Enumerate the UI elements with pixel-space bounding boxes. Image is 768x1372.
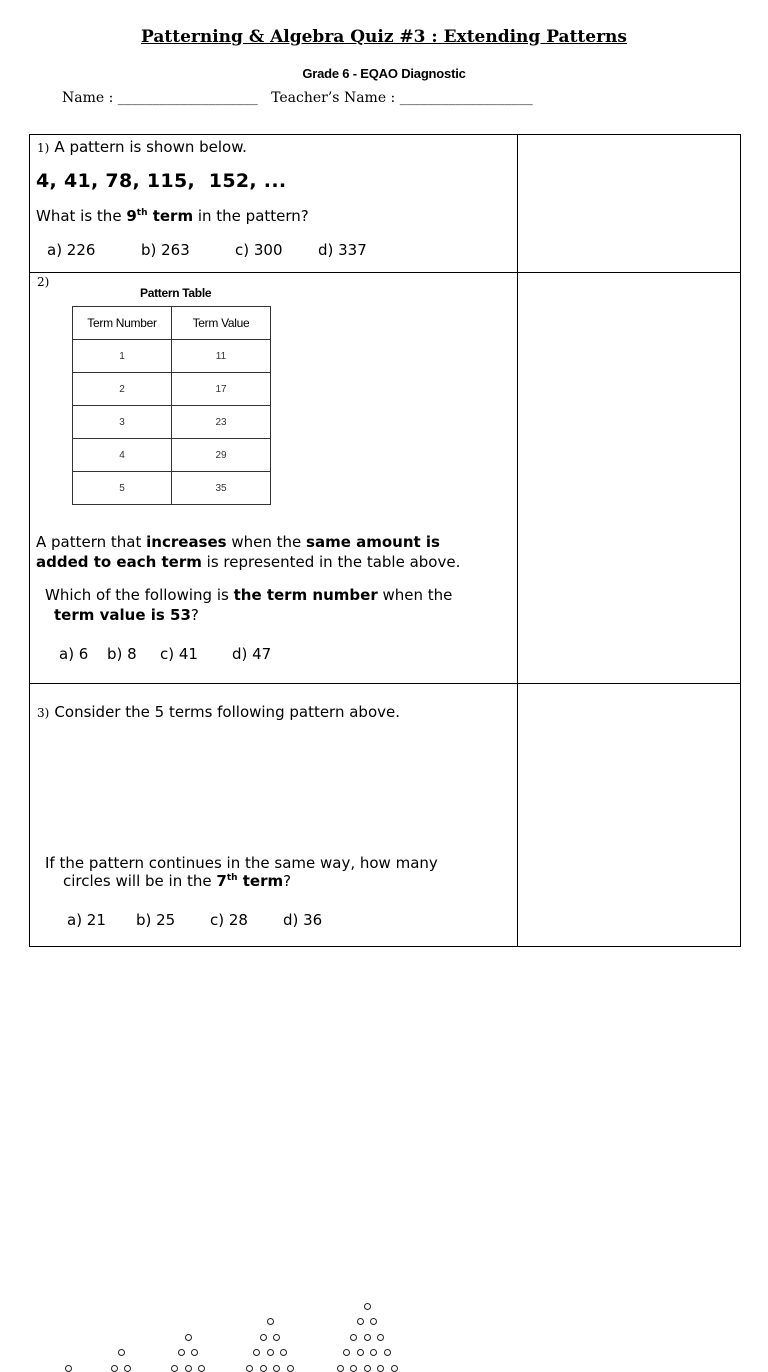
circle [357, 1318, 364, 1325]
circle [357, 1349, 364, 1356]
circle [350, 1365, 357, 1372]
column-header: Term Number [73, 307, 172, 340]
answer-option[interactable]: b) 263 [141, 241, 190, 259]
answer-option[interactable]: a) 21 [67, 911, 106, 929]
circle [273, 1365, 280, 1372]
table-row [73, 340, 271, 373]
answer-option[interactable]: d) 337 [318, 241, 367, 259]
circle [267, 1318, 274, 1325]
circle [391, 1365, 398, 1372]
circle [337, 1365, 344, 1372]
question-text: term value is 53? [54, 606, 199, 624]
question-description: added to each term is represented in the table above. [36, 553, 461, 571]
table-header-row [73, 307, 271, 340]
quiz-subtitle: Grade 6 - EQAO Diagnostic [302, 66, 466, 81]
circle [246, 1365, 253, 1372]
circle [118, 1349, 125, 1356]
circle [350, 1334, 357, 1341]
name-field[interactable]: Name : ____________________ [62, 90, 258, 106]
number-sequence: 4, 41, 78, 115, 152, ... [36, 170, 287, 192]
circle [260, 1334, 267, 1341]
answer-option[interactable]: a) 226 [47, 241, 96, 259]
pattern-table [72, 306, 271, 505]
question-description: A pattern that increases when the same amount is [36, 533, 440, 551]
table-row [73, 472, 271, 505]
circle [384, 1349, 391, 1356]
circle [273, 1334, 280, 1341]
answer-option[interactable]: b) 25 [136, 911, 176, 929]
circle [364, 1303, 371, 1310]
question-text: What is the 9th term in the pattern? [36, 207, 309, 225]
circle [260, 1365, 267, 1372]
term-value: 11 [172, 340, 271, 373]
circle [198, 1365, 205, 1372]
answer-box[interactable] [518, 684, 741, 947]
term-number: 4 [73, 439, 172, 472]
answer-option[interactable]: c) 300 [235, 241, 283, 259]
circle [370, 1318, 377, 1325]
circle [65, 1365, 72, 1372]
circle [191, 1349, 198, 1356]
answer-option[interactable]: d) 47 [232, 645, 272, 663]
circle [185, 1334, 192, 1341]
question-number: 2) [37, 275, 50, 289]
circle [185, 1365, 192, 1372]
circle [343, 1349, 350, 1356]
quiz-table [29, 134, 741, 947]
term-value: 29 [172, 439, 271, 472]
answer-option[interactable]: c) 41 [160, 645, 198, 663]
circle [253, 1349, 260, 1356]
answer-box[interactable] [518, 273, 741, 684]
question-2-row [30, 273, 741, 684]
circle [377, 1334, 384, 1341]
term-value: 17 [172, 373, 271, 406]
name-row [62, 90, 533, 106]
term-number: 5 [73, 472, 172, 505]
quiz-title: Patterning & Algebra Quiz #3 : Extending Patterns [141, 27, 627, 47]
term-number: 3 [73, 406, 172, 439]
question-1-cell [30, 135, 518, 273]
answer-option[interactable]: d) 36 [283, 911, 323, 929]
circle [171, 1365, 178, 1372]
answer-option[interactable]: b) 8 [107, 645, 137, 663]
teacher-name-field[interactable]: Teacher’s Name : ___________________ [271, 90, 533, 106]
circle [287, 1365, 294, 1372]
circle [370, 1349, 377, 1356]
term-value: 23 [172, 406, 271, 439]
question-3-row [30, 684, 741, 947]
circle [377, 1365, 384, 1372]
question-2-cell [30, 273, 518, 684]
question-3-cell [30, 684, 518, 947]
table-row [73, 406, 271, 439]
circle [267, 1349, 274, 1356]
circle [280, 1349, 287, 1356]
question-text: Which of the following is the term number when the [45, 586, 453, 604]
circle-pattern [30, 684, 517, 844]
term-number: 2 [73, 373, 172, 406]
question-text: If the pattern continues in the same way, how many [45, 854, 438, 872]
answer-box[interactable] [518, 135, 741, 273]
table-row [73, 439, 271, 472]
question-prompt: Consider the 5 terms following pattern above. [54, 703, 401, 721]
circle [178, 1349, 185, 1356]
question-1-row [30, 135, 741, 273]
table-row [73, 373, 271, 406]
circle [124, 1365, 131, 1372]
term-value: 35 [172, 472, 271, 505]
question-number: 1) [37, 141, 50, 155]
question-number: 3) [37, 706, 50, 720]
pattern-table-title: Pattern Table [140, 286, 212, 300]
question-text: circles will be in the 7th term? [63, 872, 292, 890]
circle [364, 1365, 371, 1372]
column-header: Term Value [172, 307, 271, 340]
circle [364, 1334, 371, 1341]
answer-option[interactable]: c) 28 [210, 911, 248, 929]
answer-option[interactable]: a) 6 [59, 645, 89, 663]
circle [111, 1365, 118, 1372]
term-number: 1 [73, 340, 172, 373]
question-prompt: A pattern is shown below. [54, 138, 247, 156]
